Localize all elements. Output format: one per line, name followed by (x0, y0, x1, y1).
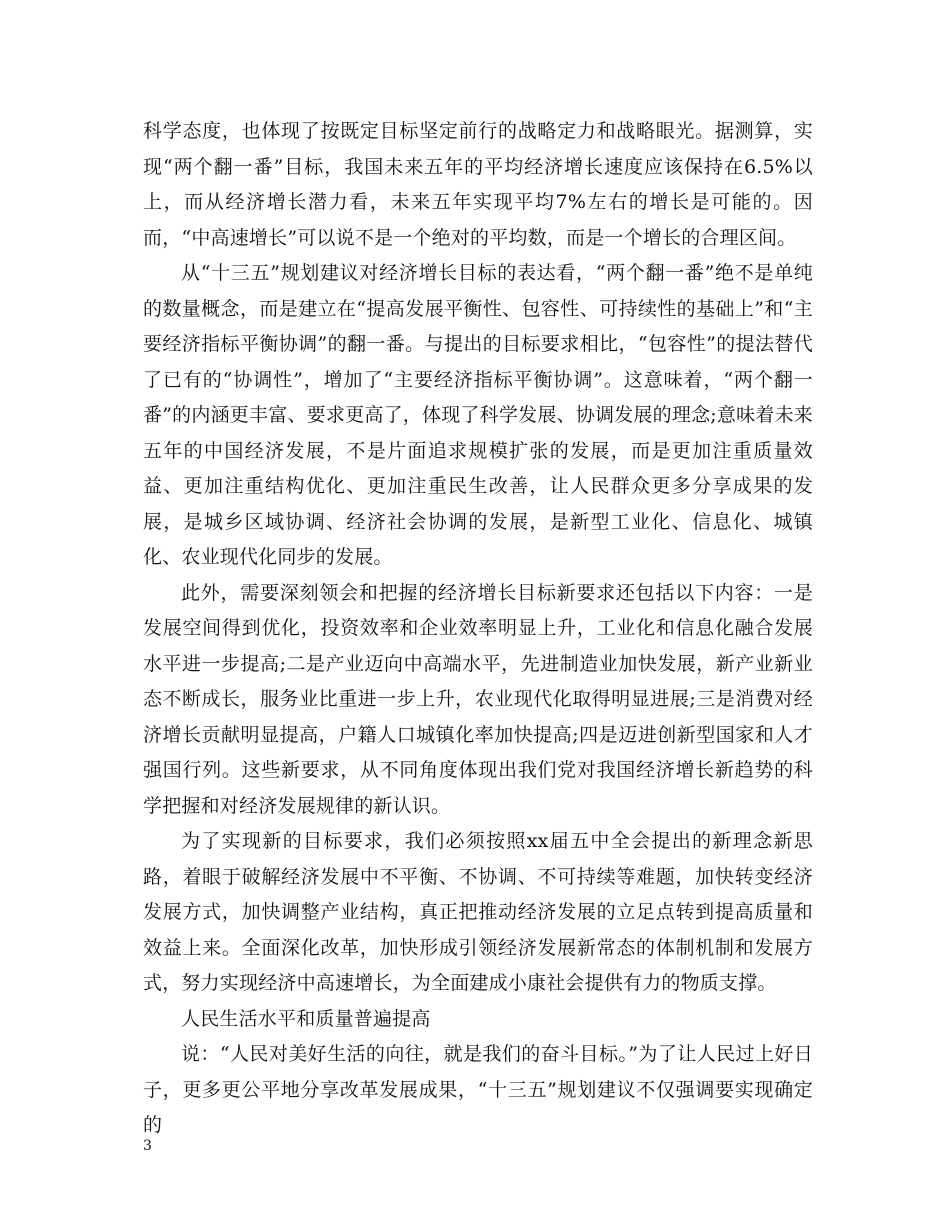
paragraph-4: 为了实现新的目标要求，我们必须按照xx届五中全会提出的新理念新思路，着眼于破解经济发展中不平衡、不协调、不可持续等难题，加快转变经济发展方式，加快调整产业结构，真正把推动经济发展的立足点转到提高质量和效益上来。全面深化改革，加快形成引领经济发展新常态的体制机制和发展方式，努力实现经济中高速增长，为全面建成小康社会提供有力的物质支撑。 (143, 830, 813, 994)
section-heading: 人民生活水平和质量普遍提高 (181, 1007, 431, 1030)
paragraph-3: 此外，需要深刻领会和把握的经济增长目标新要求还包括以下内容：一是发展空间得到优化，投资效率和企业效率明显上升，工业化和信息化融合发展水平进一步提高;二是产业迈向中高端水平，先进制造业加快发展，新产业新业态不断成长，服务业比重进一步上升，农业现代化取得明显进展;三是消费对经济增长贡献明显提高，户籍人口城镇化率加快提高;四是迈进创新型国家和人才强国行列。这些新要求，从不同角度体现出我们党对我国经济增长新趋势的科学把握和对经济发展规律的新认识。 (143, 581, 813, 817)
page-number: 3 (143, 1138, 152, 1154)
document-body (143, 114, 813, 1144)
paragraph-2: 从“十三五”规划建议对经济增长目标的表达看，“两个翻一番”绝不是单纯的数量概念，而是建立在“提高发展平衡性、包容性、可持续性的基础上”和“主要经济指标平衡协调”的翻一番。与提出的目标要求相比，“包容性”的提法替代了已有的“协调性”，增加了“主要经济指标平衡协调”。这意味着，“两个翻一番”的内涵更丰富、要求更高了，体现了科学发展、协调发展的理念;意味着未来五年的中国经济发展，不是片面追求规模扩张的发展，而是更加注重质量效益、更加注重结构优化、更加注重民生改善，让人民群众更多分享成果的发展，是城乡区域协调、经济社会协调的发展，是新型工业化、信息化、城镇化、农业现代化同步的发展。 (143, 262, 813, 568)
paragraph-5: 说：“人民对美好生活的向往，就是我们的奋斗目标。”为了让人民过上好日子，更多更公平地分享改革发展成果，“十三五”规划建议不仅强调要实现确定的 (143, 1043, 813, 1136)
paragraph-1: 科学态度，也体现了按既定目标坚定前行的战略定力和战略眼光。据测算，实现“两个翻一番”目标，我国未来五年的平均经济增长速度应该保持在6.5%以上，而从经济增长潜力看，未来五年实现平均7%左右的增长是可能的。因而，“中高速增长”可以说不是一个绝对的平均数，而是一个增长的合理区间。 (143, 120, 813, 249)
